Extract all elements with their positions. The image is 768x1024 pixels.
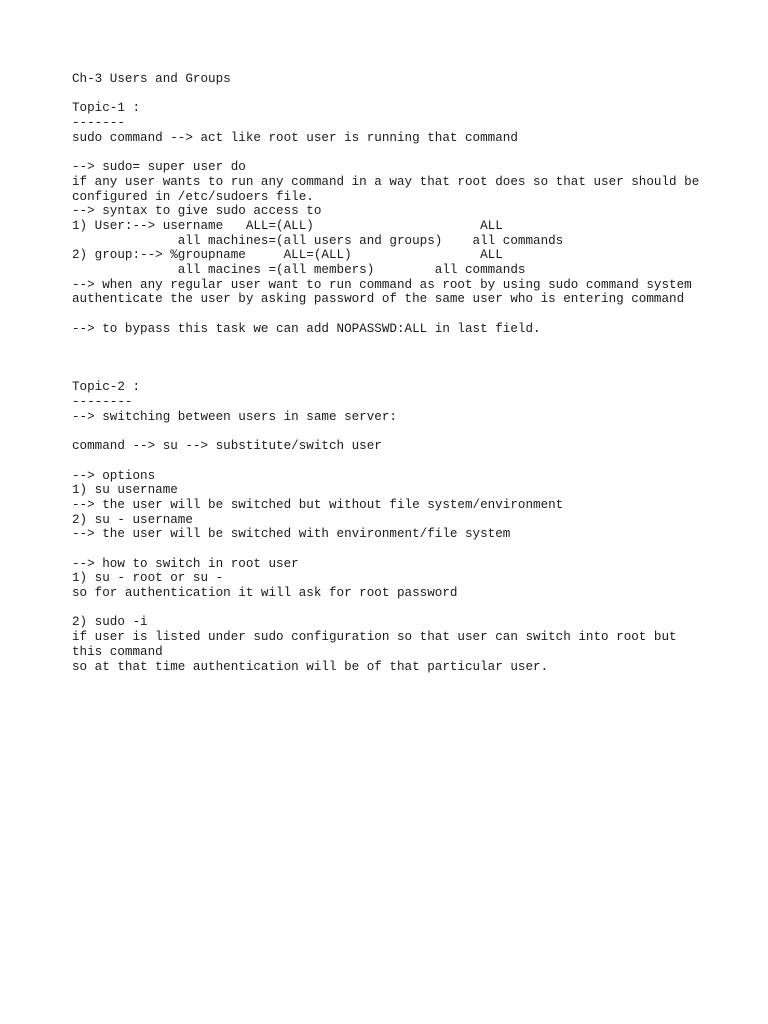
topic1-line: authenticate the user by asking password of the same user who is entering command [72,292,685,307]
topic1-line: 2) group:--> %groupname ALL=(ALL) ALL [72,248,503,263]
document-title: Ch-3 Users and Groups [72,72,231,86]
topic2-line: 2) su - username [72,512,193,527]
topic2-line: --> switching between users in same server: [72,409,397,424]
spacer [72,307,712,322]
topic2-heading: Topic-2 : [72,380,141,395]
topic1-line: --> when any regular user want to run command as root by using sudo command system [72,277,692,292]
document-body [72,72,712,674]
topic1-heading: Topic-1 : [72,101,141,116]
spacer [72,601,712,616]
topic2-line: 1) su username [72,483,178,498]
topic1-line: 1) User:--> username ALL=(ALL) ALL [72,218,503,233]
spacer [72,336,712,365]
spacer [72,87,712,102]
topic2-line: if user is listed under sudo configuration so that user can switch into root but [72,630,677,645]
topic2-line: this command [72,644,163,659]
topic1-line: sudo command --> act like root user is running that command [72,130,518,145]
topic2-underline: -------- [72,395,133,410]
topic1-line: --> sudo= super user do [72,160,246,175]
topic1-underline: ------- [72,116,125,131]
topic1-line: if any user wants to run any command in a way that root does so that user should be [72,174,700,189]
topic2-line: so for authentication it will ask for root password [72,586,458,601]
topic1-line: --> syntax to give sudo access to [72,204,322,219]
topic1-line: all macines =(all members) all commands [72,262,526,277]
topic1-line: --> to bypass this task we can add NOPASSWD:ALL in last field. [72,321,541,336]
topic2-line: 1) su - root or su - [72,571,224,586]
spacer [72,145,712,160]
topic2-line: command --> su --> substitute/switch user [72,439,382,454]
topic2-line: so at that time authentication will be of that particular user. [72,659,549,674]
topic2-line: --> the user will be switched but without file system/environment [72,497,564,512]
spacer [72,454,712,469]
topic1-line: all machines=(all users and groups) all commands [72,233,564,248]
topic1-line: configured in /etc/sudoers file. [72,189,314,204]
topic2-line: 2) sudo -i [72,615,148,630]
topic2-line: --> options [72,468,156,483]
spacer [72,425,712,440]
topic2-line: --> the user will be switched with environment/file system [72,527,511,542]
topic2-line: --> how to switch in root user [72,556,299,571]
spacer [72,542,712,557]
spacer [72,366,712,381]
